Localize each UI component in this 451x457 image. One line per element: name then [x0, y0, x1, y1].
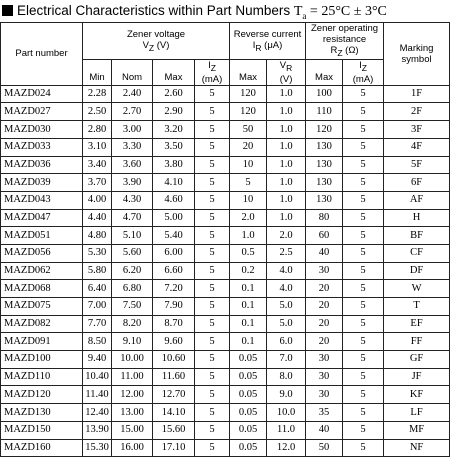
- part-number-cell: MAZD043: [1, 191, 83, 209]
- value-cell: 4.10: [153, 174, 195, 192]
- value-cell: 0.05: [230, 351, 267, 369]
- value-cell: 11.40: [83, 386, 112, 404]
- value-cell: 2.60: [153, 85, 195, 103]
- value-cell: 1.0: [267, 156, 306, 174]
- value-cell: 5: [195, 262, 230, 280]
- part-number-cell: MAZD130: [1, 404, 83, 422]
- part-number-cell: MAZD030: [1, 121, 83, 139]
- value-cell: 130: [306, 156, 343, 174]
- value-cell: 2.40: [112, 85, 153, 103]
- value-cell: 1.0: [230, 227, 267, 245]
- table-row: [1, 351, 450, 369]
- table-row: [1, 121, 450, 139]
- value-cell: 40: [306, 421, 343, 439]
- value-cell: 3.00: [112, 121, 153, 139]
- value-cell: 2.70: [112, 103, 153, 121]
- value-cell: 3.30: [112, 138, 153, 156]
- value-cell: CF: [384, 244, 450, 262]
- test-condition: $T_a = 25^\circ C \pm 3^\circ C$: [293, 4, 387, 21]
- table-row: [1, 209, 450, 227]
- value-cell: 130: [306, 174, 343, 192]
- value-cell: 4.40: [83, 209, 112, 227]
- value-cell: 13.90: [83, 421, 112, 439]
- table-row: [1, 280, 450, 298]
- value-cell: 5: [343, 262, 384, 280]
- value-cell: 120: [306, 121, 343, 139]
- table-row: [1, 421, 450, 439]
- value-cell: 4.0: [267, 262, 306, 280]
- part-number-cell: MAZD075: [1, 298, 83, 316]
- value-cell: 5.40: [153, 227, 195, 245]
- value-cell: 5: [195, 421, 230, 439]
- value-cell: 16.00: [112, 439, 153, 457]
- value-cell: 5.00: [153, 209, 195, 227]
- header-rz-max: Max: [306, 59, 343, 85]
- value-cell: 5: [343, 227, 384, 245]
- value-cell: 5: [195, 209, 230, 227]
- value-cell: 5: [343, 121, 384, 139]
- value-cell: 0.2: [230, 262, 267, 280]
- value-cell: 5: [195, 404, 230, 422]
- value-cell: 5: [195, 439, 230, 457]
- value-cell: 5F: [384, 156, 450, 174]
- value-cell: 2F: [384, 103, 450, 121]
- value-cell: 5: [343, 298, 384, 316]
- table-row: [1, 244, 450, 262]
- value-cell: 100: [306, 85, 343, 103]
- value-cell: 5: [195, 85, 230, 103]
- value-cell: 5: [230, 174, 267, 192]
- value-cell: LF: [384, 404, 450, 422]
- value-cell: 1.0: [267, 138, 306, 156]
- value-cell: 10: [230, 191, 267, 209]
- value-cell: 0.05: [230, 421, 267, 439]
- value-cell: 2.0: [267, 227, 306, 245]
- value-cell: 6.20: [112, 262, 153, 280]
- section-title: [0, 0, 451, 22]
- value-cell: JF: [384, 368, 450, 386]
- header-ir-max: Max: [230, 59, 267, 85]
- table-row: [1, 103, 450, 121]
- value-cell: 4.0: [267, 280, 306, 298]
- part-number-cell: MAZD036: [1, 156, 83, 174]
- value-cell: 1F: [384, 85, 450, 103]
- value-cell: 0.05: [230, 386, 267, 404]
- part-number-cell: MAZD024: [1, 85, 83, 103]
- section-title-text: Electrical Characteristics within Part Numbers: [17, 3, 291, 18]
- table-row: [1, 156, 450, 174]
- header-vz-max: Max: [153, 59, 195, 85]
- value-cell: 5: [195, 386, 230, 404]
- value-cell: 8.70: [153, 315, 195, 333]
- part-number-cell: MAZD062: [1, 262, 83, 280]
- value-cell: 10.0: [267, 404, 306, 422]
- header-marking-symbol: Marking symbol: [384, 23, 450, 86]
- value-cell: 3.60: [112, 156, 153, 174]
- value-cell: 3.90: [112, 174, 153, 192]
- value-cell: 5.80: [83, 262, 112, 280]
- value-cell: KF: [384, 386, 450, 404]
- value-cell: 1.0: [267, 174, 306, 192]
- value-cell: 4.30: [112, 191, 153, 209]
- table-row: [1, 298, 450, 316]
- value-cell: 11.60: [153, 368, 195, 386]
- value-cell: 10: [230, 156, 267, 174]
- value-cell: 1.0: [267, 85, 306, 103]
- table-row: [1, 386, 450, 404]
- value-cell: 12.70: [153, 386, 195, 404]
- value-cell: 0.05: [230, 368, 267, 386]
- value-cell: 2.90: [153, 103, 195, 121]
- value-cell: 6.0: [267, 333, 306, 351]
- value-cell: 5: [195, 103, 230, 121]
- value-cell: 5: [343, 174, 384, 192]
- value-cell: 13.00: [112, 404, 153, 422]
- table-row: [1, 333, 450, 351]
- value-cell: 2.0: [230, 209, 267, 227]
- value-cell: 5.10: [112, 227, 153, 245]
- value-cell: 40: [306, 244, 343, 262]
- part-number-cell: MAZD160: [1, 439, 83, 457]
- value-cell: 11.0: [267, 421, 306, 439]
- value-cell: 5: [343, 404, 384, 422]
- value-cell: 0.1: [230, 280, 267, 298]
- value-cell: 120: [230, 85, 267, 103]
- value-cell: 7.70: [83, 315, 112, 333]
- value-cell: 5: [343, 244, 384, 262]
- value-cell: 12.40: [83, 404, 112, 422]
- value-cell: 50: [230, 121, 267, 139]
- value-cell: 80: [306, 209, 343, 227]
- value-cell: 5.60: [112, 244, 153, 262]
- part-number-cell: MAZD039: [1, 174, 83, 192]
- header-rz-test-current: $I_Z$ (mA): [343, 59, 384, 85]
- value-cell: 9.0: [267, 386, 306, 404]
- header-part-number: Part number: [1, 23, 83, 86]
- value-cell: 2.50: [83, 103, 112, 121]
- value-cell: 130: [306, 191, 343, 209]
- value-cell: 0.1: [230, 298, 267, 316]
- value-cell: 5: [343, 209, 384, 227]
- value-cell: 9.10: [112, 333, 153, 351]
- value-cell: 15.30: [83, 439, 112, 457]
- value-cell: 5.0: [267, 315, 306, 333]
- value-cell: 5: [343, 386, 384, 404]
- value-cell: 20: [306, 298, 343, 316]
- value-cell: 5: [195, 351, 230, 369]
- value-cell: 5: [343, 103, 384, 121]
- value-cell: 6F: [384, 174, 450, 192]
- value-cell: 9.60: [153, 333, 195, 351]
- value-cell: MF: [384, 421, 450, 439]
- value-cell: 20: [306, 333, 343, 351]
- part-number-cell: MAZD027: [1, 103, 83, 121]
- value-cell: 3F: [384, 121, 450, 139]
- table-row: [1, 138, 450, 156]
- value-cell: 7.00: [83, 298, 112, 316]
- table-row: [1, 404, 450, 422]
- table-row: [1, 315, 450, 333]
- value-cell: 0.1: [230, 315, 267, 333]
- value-cell: 4.80: [83, 227, 112, 245]
- header-vz-nom: Nom: [112, 59, 153, 85]
- value-cell: 30: [306, 368, 343, 386]
- value-cell: 20: [306, 280, 343, 298]
- value-cell: T: [384, 298, 450, 316]
- value-cell: 15.60: [153, 421, 195, 439]
- table-row: [1, 85, 450, 103]
- value-cell: 130: [306, 138, 343, 156]
- value-cell: 2.28: [83, 85, 112, 103]
- value-cell: 7.50: [112, 298, 153, 316]
- value-cell: 8.50: [83, 333, 112, 351]
- table-row: [1, 174, 450, 192]
- value-cell: FF: [384, 333, 450, 351]
- electrical-characteristics-table: [0, 22, 450, 457]
- value-cell: 5: [343, 138, 384, 156]
- value-cell: 2.80: [83, 121, 112, 139]
- value-cell: 4F: [384, 138, 450, 156]
- value-cell: 5: [195, 280, 230, 298]
- header-vz-min: Min: [83, 59, 112, 85]
- value-cell: 30: [306, 351, 343, 369]
- value-cell: 10.60: [153, 351, 195, 369]
- header-zener-resistance: Zener operating resistance $R_Z$ (Ω): [306, 23, 384, 60]
- value-cell: GF: [384, 351, 450, 369]
- value-cell: 3.40: [83, 156, 112, 174]
- value-cell: 1.0: [267, 121, 306, 139]
- value-cell: H: [384, 209, 450, 227]
- value-cell: W: [384, 280, 450, 298]
- value-cell: 11.00: [112, 368, 153, 386]
- table-row: [1, 227, 450, 245]
- value-cell: BF: [384, 227, 450, 245]
- value-cell: 30: [306, 262, 343, 280]
- value-cell: 5.30: [83, 244, 112, 262]
- value-cell: 5: [343, 156, 384, 174]
- value-cell: 5: [343, 421, 384, 439]
- value-cell: 5: [195, 368, 230, 386]
- table-row: [1, 191, 450, 209]
- value-cell: 7.20: [153, 280, 195, 298]
- value-cell: 1.0: [267, 209, 306, 227]
- value-cell: 0.05: [230, 439, 267, 457]
- value-cell: 50: [306, 439, 343, 457]
- value-cell: 5: [343, 191, 384, 209]
- header-reverse-current: Reverse current $I_R$ (μA): [230, 23, 306, 60]
- value-cell: 5: [343, 85, 384, 103]
- value-cell: 9.40: [83, 351, 112, 369]
- value-cell: 5: [195, 244, 230, 262]
- value-cell: 6.60: [153, 262, 195, 280]
- part-number-cell: MAZD091: [1, 333, 83, 351]
- value-cell: 17.10: [153, 439, 195, 457]
- value-cell: 5: [343, 280, 384, 298]
- value-cell: 7.0: [267, 351, 306, 369]
- value-cell: AF: [384, 191, 450, 209]
- value-cell: 5: [195, 191, 230, 209]
- value-cell: 5: [343, 315, 384, 333]
- value-cell: 8.20: [112, 315, 153, 333]
- part-number-cell: MAZD033: [1, 138, 83, 156]
- value-cell: 0.05: [230, 404, 267, 422]
- value-cell: 35: [306, 404, 343, 422]
- value-cell: 6.00: [153, 244, 195, 262]
- value-cell: 7.90: [153, 298, 195, 316]
- part-number-cell: MAZD047: [1, 209, 83, 227]
- value-cell: 12.00: [112, 386, 153, 404]
- value-cell: 1.0: [267, 191, 306, 209]
- value-cell: 5: [195, 156, 230, 174]
- part-number-cell: MAZD110: [1, 368, 83, 386]
- table-body: [1, 85, 450, 456]
- part-number-cell: MAZD056: [1, 244, 83, 262]
- value-cell: 120: [230, 103, 267, 121]
- part-number-cell: MAZD120: [1, 386, 83, 404]
- value-cell: 3.70: [83, 174, 112, 192]
- value-cell: 5: [195, 333, 230, 351]
- value-cell: 5: [343, 333, 384, 351]
- value-cell: 10.00: [112, 351, 153, 369]
- header-ir-test-voltage: $V_R$ (V): [267, 59, 306, 85]
- value-cell: 0.1: [230, 333, 267, 351]
- value-cell: 3.50: [153, 138, 195, 156]
- value-cell: 5: [195, 227, 230, 245]
- value-cell: 6.40: [83, 280, 112, 298]
- table-row: [1, 368, 450, 386]
- value-cell: 110: [306, 103, 343, 121]
- value-cell: 3.20: [153, 121, 195, 139]
- value-cell: 5: [343, 351, 384, 369]
- part-number-cell: MAZD150: [1, 421, 83, 439]
- value-cell: 60: [306, 227, 343, 245]
- part-number-cell: MAZD100: [1, 351, 83, 369]
- part-number-cell: MAZD051: [1, 227, 83, 245]
- value-cell: 30: [306, 386, 343, 404]
- value-cell: 2.5: [267, 244, 306, 262]
- header-zener-voltage: Zener voltage $V_Z$ (V): [83, 23, 230, 60]
- value-cell: 0.5: [230, 244, 267, 262]
- value-cell: 6.80: [112, 280, 153, 298]
- value-cell: 8.0: [267, 368, 306, 386]
- value-cell: 1.0: [267, 103, 306, 121]
- part-number-cell: MAZD082: [1, 315, 83, 333]
- value-cell: 5: [195, 298, 230, 316]
- value-cell: 3.10: [83, 138, 112, 156]
- value-cell: 5: [195, 315, 230, 333]
- value-cell: 3.80: [153, 156, 195, 174]
- value-cell: 5: [343, 439, 384, 457]
- value-cell: 15.00: [112, 421, 153, 439]
- value-cell: 20: [306, 315, 343, 333]
- value-cell: 14.10: [153, 404, 195, 422]
- value-cell: 12.0: [267, 439, 306, 457]
- value-cell: 5.0: [267, 298, 306, 316]
- value-cell: 5: [343, 368, 384, 386]
- value-cell: DF: [384, 262, 450, 280]
- value-cell: EF: [384, 315, 450, 333]
- value-cell: 10.40: [83, 368, 112, 386]
- value-cell: 5: [195, 174, 230, 192]
- value-cell: 5: [195, 121, 230, 139]
- part-number-cell: MAZD068: [1, 280, 83, 298]
- square-bullet-icon: [2, 5, 13, 16]
- value-cell: NF: [384, 439, 450, 457]
- value-cell: 4.70: [112, 209, 153, 227]
- table-row: [1, 439, 450, 457]
- value-cell: 4.60: [153, 191, 195, 209]
- header-vz-test-current: $I_Z$ (mA): [195, 59, 230, 85]
- value-cell: 20: [230, 138, 267, 156]
- table-row: [1, 262, 450, 280]
- value-cell: 5: [195, 138, 230, 156]
- value-cell: 4.00: [83, 191, 112, 209]
